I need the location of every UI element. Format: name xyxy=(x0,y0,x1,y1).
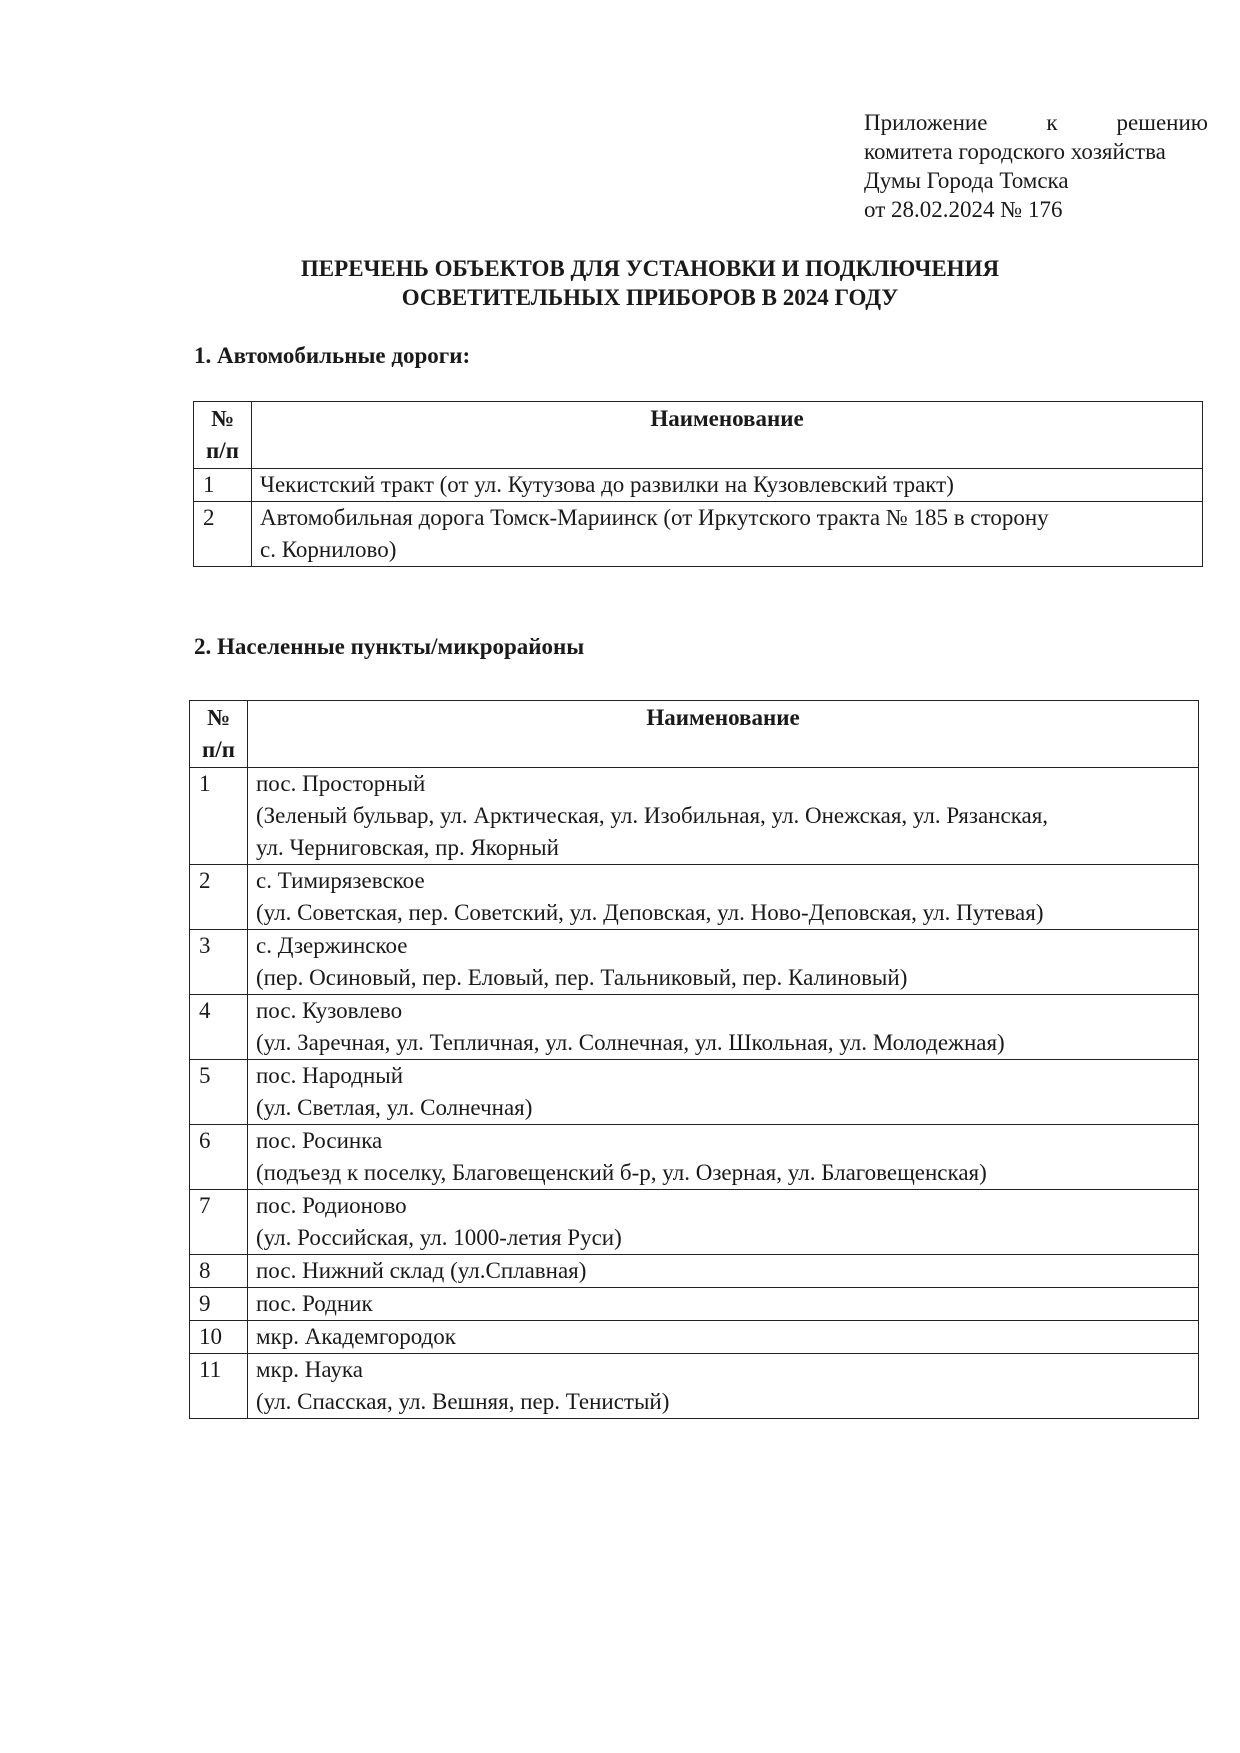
row-number: 8 xyxy=(190,1255,248,1288)
settlements-table xyxy=(189,700,1199,1419)
row-name-detail: (ул. Спасская, ул. Вешняя, пер. Тенистый) xyxy=(256,1389,670,1414)
annex-word-decision: решению xyxy=(1116,110,1208,135)
table-row xyxy=(190,1354,1199,1419)
row-name-detail: (ул. Советская, пер. Советский, ул. Деповская, ул. Ново-Деповская, ул. Путевая) xyxy=(256,900,1044,925)
row-name-detail: (ул. Российская, ул. 1000-летия Руси) xyxy=(256,1225,622,1250)
row-name-detail: с. Корнилово) xyxy=(260,537,397,562)
row-name: Автомобильная дорога Томск-Мариинск (от Иркутского тракта № 185 в сторону xyxy=(260,505,1049,530)
row-name-detail: (Зеленый бульвар, ул. Арктическая, ул. Изобильная, ул. Онежская, ул. Рязанская, xyxy=(256,803,1049,828)
section-1-heading: 1. Автомобильные дороги: xyxy=(194,343,471,368)
annex-word-appendix: Приложение xyxy=(864,110,988,135)
row-name-detail: (ул. Светлая, ул. Солнечная) xyxy=(256,1095,533,1120)
table-row xyxy=(190,1321,1199,1354)
row-number: 3 xyxy=(190,930,248,995)
row-name: пос. Родник xyxy=(256,1291,373,1316)
row-name-cell xyxy=(248,1321,1199,1354)
num-column-header xyxy=(194,402,252,469)
row-name: пос. Росинка xyxy=(256,1128,383,1153)
row-number: 1 xyxy=(190,768,248,865)
row-name: пос. Народный xyxy=(256,1063,404,1088)
row-name: пос. Просторный xyxy=(256,771,426,796)
annex-line-1 xyxy=(864,108,1208,137)
document-title-line-1: ПЕРЕЧЕНЬ ОБЪЕКТОВ ДЛЯ УСТАНОВКИ И ПОДКЛЮЧЕНИЯ xyxy=(300,256,1000,281)
annex-line-3: Думы Города Томска xyxy=(864,168,1069,193)
annex-line-2: комитета городского хозяйства xyxy=(864,139,1166,164)
row-number: 1 xyxy=(194,469,252,502)
row-name-cell xyxy=(248,1060,1199,1125)
table-row xyxy=(190,1288,1199,1321)
table-row xyxy=(190,865,1199,930)
name-column-header: Наименование xyxy=(248,701,1199,768)
row-name-cell xyxy=(248,1190,1199,1255)
row-number: 7 xyxy=(190,1190,248,1255)
section-2-heading: 2. Населенные пункты/микрорайоны xyxy=(194,634,585,659)
annex-line-4: от 28.02.2024 № 176 xyxy=(864,197,1063,222)
row-name-detail: (пер. Осиновый, пер. Еловый, пер. Тальниковый, пер. Калиновый) xyxy=(256,965,908,990)
row-number: 2 xyxy=(190,865,248,930)
row-name-detail: ул. Черниговская, пр. Якорный xyxy=(256,835,559,860)
num-column-header xyxy=(190,701,248,768)
row-name-detail: (подъезд к поселку, Благовещенский б-р, ул. Озерная, ул. Благовещенская) xyxy=(256,1160,987,1185)
table-row xyxy=(190,1060,1199,1125)
num-header-symbol: № xyxy=(210,406,235,431)
row-number: 2 xyxy=(194,502,252,567)
table-row xyxy=(190,995,1199,1060)
table-row xyxy=(190,930,1199,995)
table-row xyxy=(190,768,1199,865)
document-title-line-2: ОСВЕТИТЕЛЬНЫХ ПРИБОРОВ В 2024 ГОДУ xyxy=(401,285,899,310)
row-number: 6 xyxy=(190,1125,248,1190)
settlements-table-header xyxy=(190,701,1199,768)
row-name-cell xyxy=(248,1255,1199,1288)
row-name: мкр. Академгородок xyxy=(256,1324,456,1349)
row-name-cell xyxy=(248,865,1199,930)
row-name-cell xyxy=(252,469,1203,502)
num-header-symbol: № xyxy=(206,705,231,730)
roads-table-header xyxy=(194,402,1203,469)
row-name: мкр. Наука xyxy=(256,1357,363,1382)
row-name-cell xyxy=(252,502,1203,567)
roads-table xyxy=(193,401,1203,567)
row-number: 5 xyxy=(190,1060,248,1125)
row-name: с. Дзержинское xyxy=(256,933,408,958)
row-name-cell xyxy=(248,1354,1199,1419)
row-number: 10 xyxy=(190,1321,248,1354)
row-name-cell xyxy=(248,1125,1199,1190)
row-name: с. Тимирязевское xyxy=(256,868,425,893)
row-name-cell xyxy=(248,995,1199,1060)
table-row xyxy=(194,502,1203,567)
document-title xyxy=(200,254,1100,312)
row-number: 4 xyxy=(190,995,248,1060)
annex-word-to: к xyxy=(1046,110,1058,135)
table-row xyxy=(190,1255,1199,1288)
name-column-header: Наименование xyxy=(252,402,1203,469)
table-row xyxy=(190,1190,1199,1255)
num-header-abbr: п/п xyxy=(202,737,235,762)
row-name-cell xyxy=(248,768,1199,865)
row-name-cell xyxy=(248,930,1199,995)
num-header-abbr: п/п xyxy=(206,438,239,463)
row-number: 9 xyxy=(190,1288,248,1321)
annex-block xyxy=(864,108,1208,224)
row-name: пос. Нижний склад (ул.Сплавная) xyxy=(256,1258,587,1283)
row-name: Чекистский тракт (от ул. Кутузова до развилки на Кузовлевский тракт) xyxy=(260,472,954,497)
row-name-cell xyxy=(248,1288,1199,1321)
row-name: пос. Кузовлево xyxy=(256,998,403,1023)
row-name: пос. Родионово xyxy=(256,1193,407,1218)
table-row xyxy=(190,1125,1199,1190)
row-number: 11 xyxy=(190,1354,248,1419)
table-row xyxy=(194,469,1203,502)
row-name-detail: (ул. Заречная, ул. Тепличная, ул. Солнечная, ул. Школьная, ул. Молодежная) xyxy=(256,1030,1005,1055)
